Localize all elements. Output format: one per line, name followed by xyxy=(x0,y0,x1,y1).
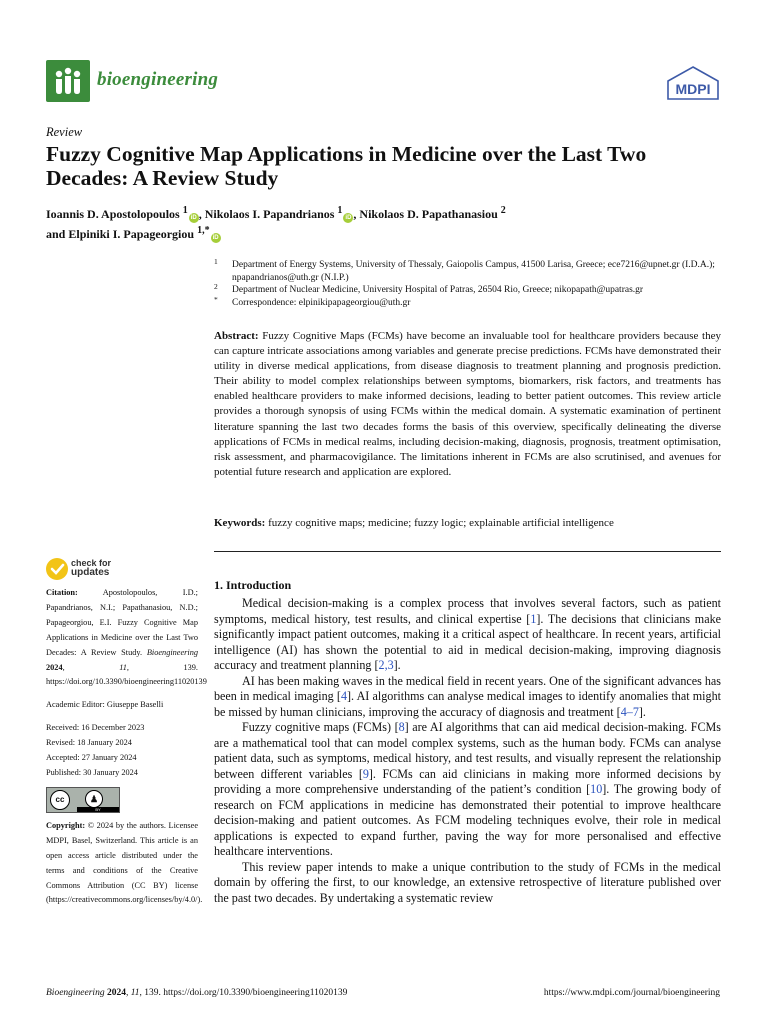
affiliation-item xyxy=(214,284,734,297)
section-heading: 1. Introduction xyxy=(214,578,292,592)
paragraph: This review paper intends to make a unique contribution to the study of FCMs in the medical domain by offering the first, to our knowledge, an extensive retrospective of literature published over the past two decades. By undertaking a systematic review xyxy=(214,859,721,905)
affiliation-mark: 1 xyxy=(182,205,188,216)
abstract-label: Abstract: xyxy=(214,330,259,342)
text-run: ]. AI algorithms can analyse medical images to identify anomalies that might be missed by human clinicians, improving the accuracy of diagnosis and treatment [ xyxy=(214,689,721,719)
citation-label: Citation: xyxy=(46,588,78,597)
affiliation-text: Department of Nuclear Medicine, University Hospital of Patras, 26504 Rio, Greece; nikopapath@upatras.gr xyxy=(232,285,644,295)
text-run: Medical decision-making is a complex process that involves several factors, such as patient symptoms, medical history, test results, and clinical expertise [ xyxy=(214,596,721,626)
text-run: ]. The decisions that clinicians make significantly impact patient outcomes, making it a critical aspect of healthcare. In recent years, artificial intelligence (AI) has shown the potential to aid in medical decision-making, improving diagnosis accuracy and treatment planning [ xyxy=(214,611,721,672)
citation-journal: Bioengineering xyxy=(146,647,198,657)
author-name[interactable]: Elpiniki I. Papageorgiou xyxy=(68,227,195,241)
text-run: ] are AI algorithms that can aid medical decision-making. FCMs are a mathematical tool that can model complex systems, such as the human body. FCMs can analyse patient data, such as symptoms, medical history, and test results, and visually represent the relationship between different variables [ xyxy=(214,720,721,781)
attribution-person-icon: ♟ xyxy=(85,790,103,808)
reference-link[interactable]: 8 xyxy=(398,720,405,734)
article-title: Fuzzy Cognitive Map Applications in Medicine over the Last Two Decades: A Review Study xyxy=(46,142,647,190)
check-for-updates-badge[interactable] xyxy=(46,558,198,584)
journal-name[interactable]: bioengineering xyxy=(97,69,219,90)
paragraph xyxy=(214,674,721,721)
text-run: ]. FCMs can aid clinicians in making more informed decisions by providing a more comprehensive understanding of the patient’s condition [ xyxy=(214,766,721,796)
affiliation-mark: 1 xyxy=(214,257,218,266)
footer-year: 2024 xyxy=(106,988,126,998)
text-run: AI has been making waves in the medical field in recent years. One of the significant advances has been in medical imaging [ xyxy=(214,673,721,703)
footer-journal-url[interactable]: https://www.mdpi.com/journal/bioengineering xyxy=(543,988,720,998)
by-label: BY xyxy=(77,807,119,812)
affiliation-mark: 2 xyxy=(500,205,506,216)
text-run: Fuzzy cognitive maps (FCMs) [ xyxy=(242,720,399,734)
orcid-icon[interactable]: iD xyxy=(190,215,197,221)
affiliation-mark: 1,* xyxy=(197,225,210,236)
published-date: Published: 30 January 2024 xyxy=(46,767,138,777)
copyright-text: © 2024 by the authors. Licensee MDPI, Basel, Switzerland. This article is an open access article distributed under the terms and conditions of the Creative Commons Attribution (CC BY) license (https://creativecommons.org/licenses/by/4.0/). xyxy=(46,820,203,905)
bioengineering-logo-icon xyxy=(46,60,90,102)
reference-link[interactable]: 4 xyxy=(340,689,347,703)
paragraph xyxy=(214,596,721,674)
orcid-icon[interactable]: iD xyxy=(345,215,352,221)
academic-editor: Academic Editor: Giuseppe Baselli xyxy=(46,700,164,710)
reference-link[interactable]: 10 xyxy=(590,782,603,796)
footer-citation: Bioengineering 2024, 11, 139. https://doi.org/10.3390/bioengineering11020139 xyxy=(46,988,348,998)
reference-link[interactable]: 4–7 xyxy=(620,704,639,719)
author-conjunction: and xyxy=(46,227,66,241)
mdpi-logo-icon xyxy=(666,66,720,100)
reference-link[interactable]: 1 xyxy=(530,611,537,626)
citation: Citation: Apostolopoulos, I.D.; Papandrianos, N.I.; Papathanasiou, N.D.; Papageorgiou, E.I. Fuzzy Cognitive Map Applications in Medicine over the Last Two Decades: A Review Study. Bioengineering 2024, 11, 139. https://doi.org/10.3390/bioengineering11020139 xyxy=(46,588,207,687)
reference-link[interactable]: 9 xyxy=(362,766,369,781)
affiliation-mark: 1 xyxy=(337,205,343,216)
citation-text: Apostolopoulos, I.D.; Papandrianos, N.I.; Papathanasiou, N.D.; Papageorgiou, E.I. Fuzzy Cognitive Map Applications in Medicine over the Last Two Decades: A Review Study. xyxy=(46,588,198,657)
affiliation-text: Correspondence: elpinikipapageorgiou@uth.gr xyxy=(232,297,411,308)
dates xyxy=(46,721,198,781)
citation-year: 2024 xyxy=(46,662,63,672)
author-name[interactable]: Ioannis D. Apostolopoulos xyxy=(46,207,180,221)
abstract-text: Fuzzy Cognitive Maps (FCMs) have become an invaluable tool for healthcare providers because they can capture intricate associations among variables and generate precise predictions. FCMs have demonstrated their utility in diverse medical applications, from disease diagnosis to treatment planning and prognosis prediction. Their ability to model complex relationships between symptoms, biomarkers, risk factors, and treatments has enabled healthcare providers to make informed decisions, leading to better patient outcomes. This review article provides a thorough synopsis of using FCMs within the medical domain. A systematic examination of pertinent literature spanning the last two decades forms the basis of this overview, specifically delineating the diverse applications of FCMs in medical realms, including decision-making, diagnosis, prognosis, treatment optimisation, risk assessment, and pharmacovigilance. The limitations inherent in FCMs are also scrutinised, and avenues for potential future research and application are explored. xyxy=(214,330,721,478)
keywords-text: fuzzy cognitive maps; medicine; fuzzy logic; explainable artificial intelligence xyxy=(268,517,614,529)
article-type: Review xyxy=(46,125,83,139)
reference-link[interactable]: 2,3 xyxy=(378,658,394,672)
mdpi-logo[interactable] xyxy=(666,66,720,105)
sidebar xyxy=(46,558,207,916)
affiliation-mark: * xyxy=(214,294,218,304)
divider xyxy=(214,551,721,552)
body-text xyxy=(214,596,721,906)
affiliation-item xyxy=(214,294,734,310)
author-list: Ioannis D. Apostolopoulos $^1$iD , Nikolaos I. Papandrianos $^1$iD , Nikolaos D. Papathanasiou $^2$ and Elpiniki I. Papageorgiou $^{1,*}$iD xyxy=(46,205,506,241)
keywords-label: Keywords: xyxy=(214,517,266,529)
cc-by-license-badge[interactable] xyxy=(46,787,120,813)
footer-journal: Bioengineering xyxy=(46,988,105,998)
abstract xyxy=(214,329,721,480)
accepted-date: Accepted: 27 January 2024 xyxy=(46,753,137,763)
check-line-1: check for xyxy=(71,558,112,568)
footer-doi[interactable]: , 139. https://doi.org/10.3390/bioengineering11020139 xyxy=(139,988,348,998)
copyright-label: Copyright: xyxy=(46,820,86,830)
mdpi-logo-text: MDPI xyxy=(675,81,711,97)
check-icon xyxy=(46,558,68,580)
citation-volume: 11 xyxy=(119,662,127,672)
footer-volume: 11 xyxy=(130,988,140,998)
affiliation-mark: 2 xyxy=(214,282,218,291)
copyright xyxy=(46,819,203,908)
affiliations xyxy=(214,259,734,309)
affiliation-item xyxy=(214,259,734,284)
keywords xyxy=(214,516,721,531)
text-run: ]. xyxy=(638,704,646,719)
journal-logo xyxy=(46,60,90,102)
check-line-2: updates xyxy=(71,567,110,578)
check-for-updates-text xyxy=(71,559,111,577)
orcid-icon[interactable]: iD xyxy=(212,235,219,241)
text-run: ]. xyxy=(393,658,401,672)
author-name[interactable]: Nikolaos D. Papathanasiou xyxy=(359,207,498,221)
revised-date: Revised: 18 January 2024 xyxy=(46,738,132,748)
received-date: Received: 16 December 2023 xyxy=(46,723,145,733)
citation-doi[interactable]: , 139. https://doi.org/10.3390/bioengineering11020139 xyxy=(46,662,207,687)
cc-icon: cc xyxy=(50,790,70,810)
paragraph xyxy=(214,720,721,860)
text-run: ]. The growing body of research on FCM applications in medicine has demonstrated their potential to improve healthcare decision-making and patient outcomes. As FCM modeling techniques evolve, their role in medical applications is expected to expand further, paving the way for more personalised and effective healthcare interventions. xyxy=(214,782,721,858)
affiliation-text: Department of Energy Systems, University of Thessaly, Gaiopolis Campus, 41500 Larisa, Greece; ece7216@upnet.gr (I.D.A.); npapandrianos@uth.gr (N.I.P.) xyxy=(232,260,715,283)
author-name[interactable]: Nikolaos I. Papandrianos xyxy=(204,207,335,221)
